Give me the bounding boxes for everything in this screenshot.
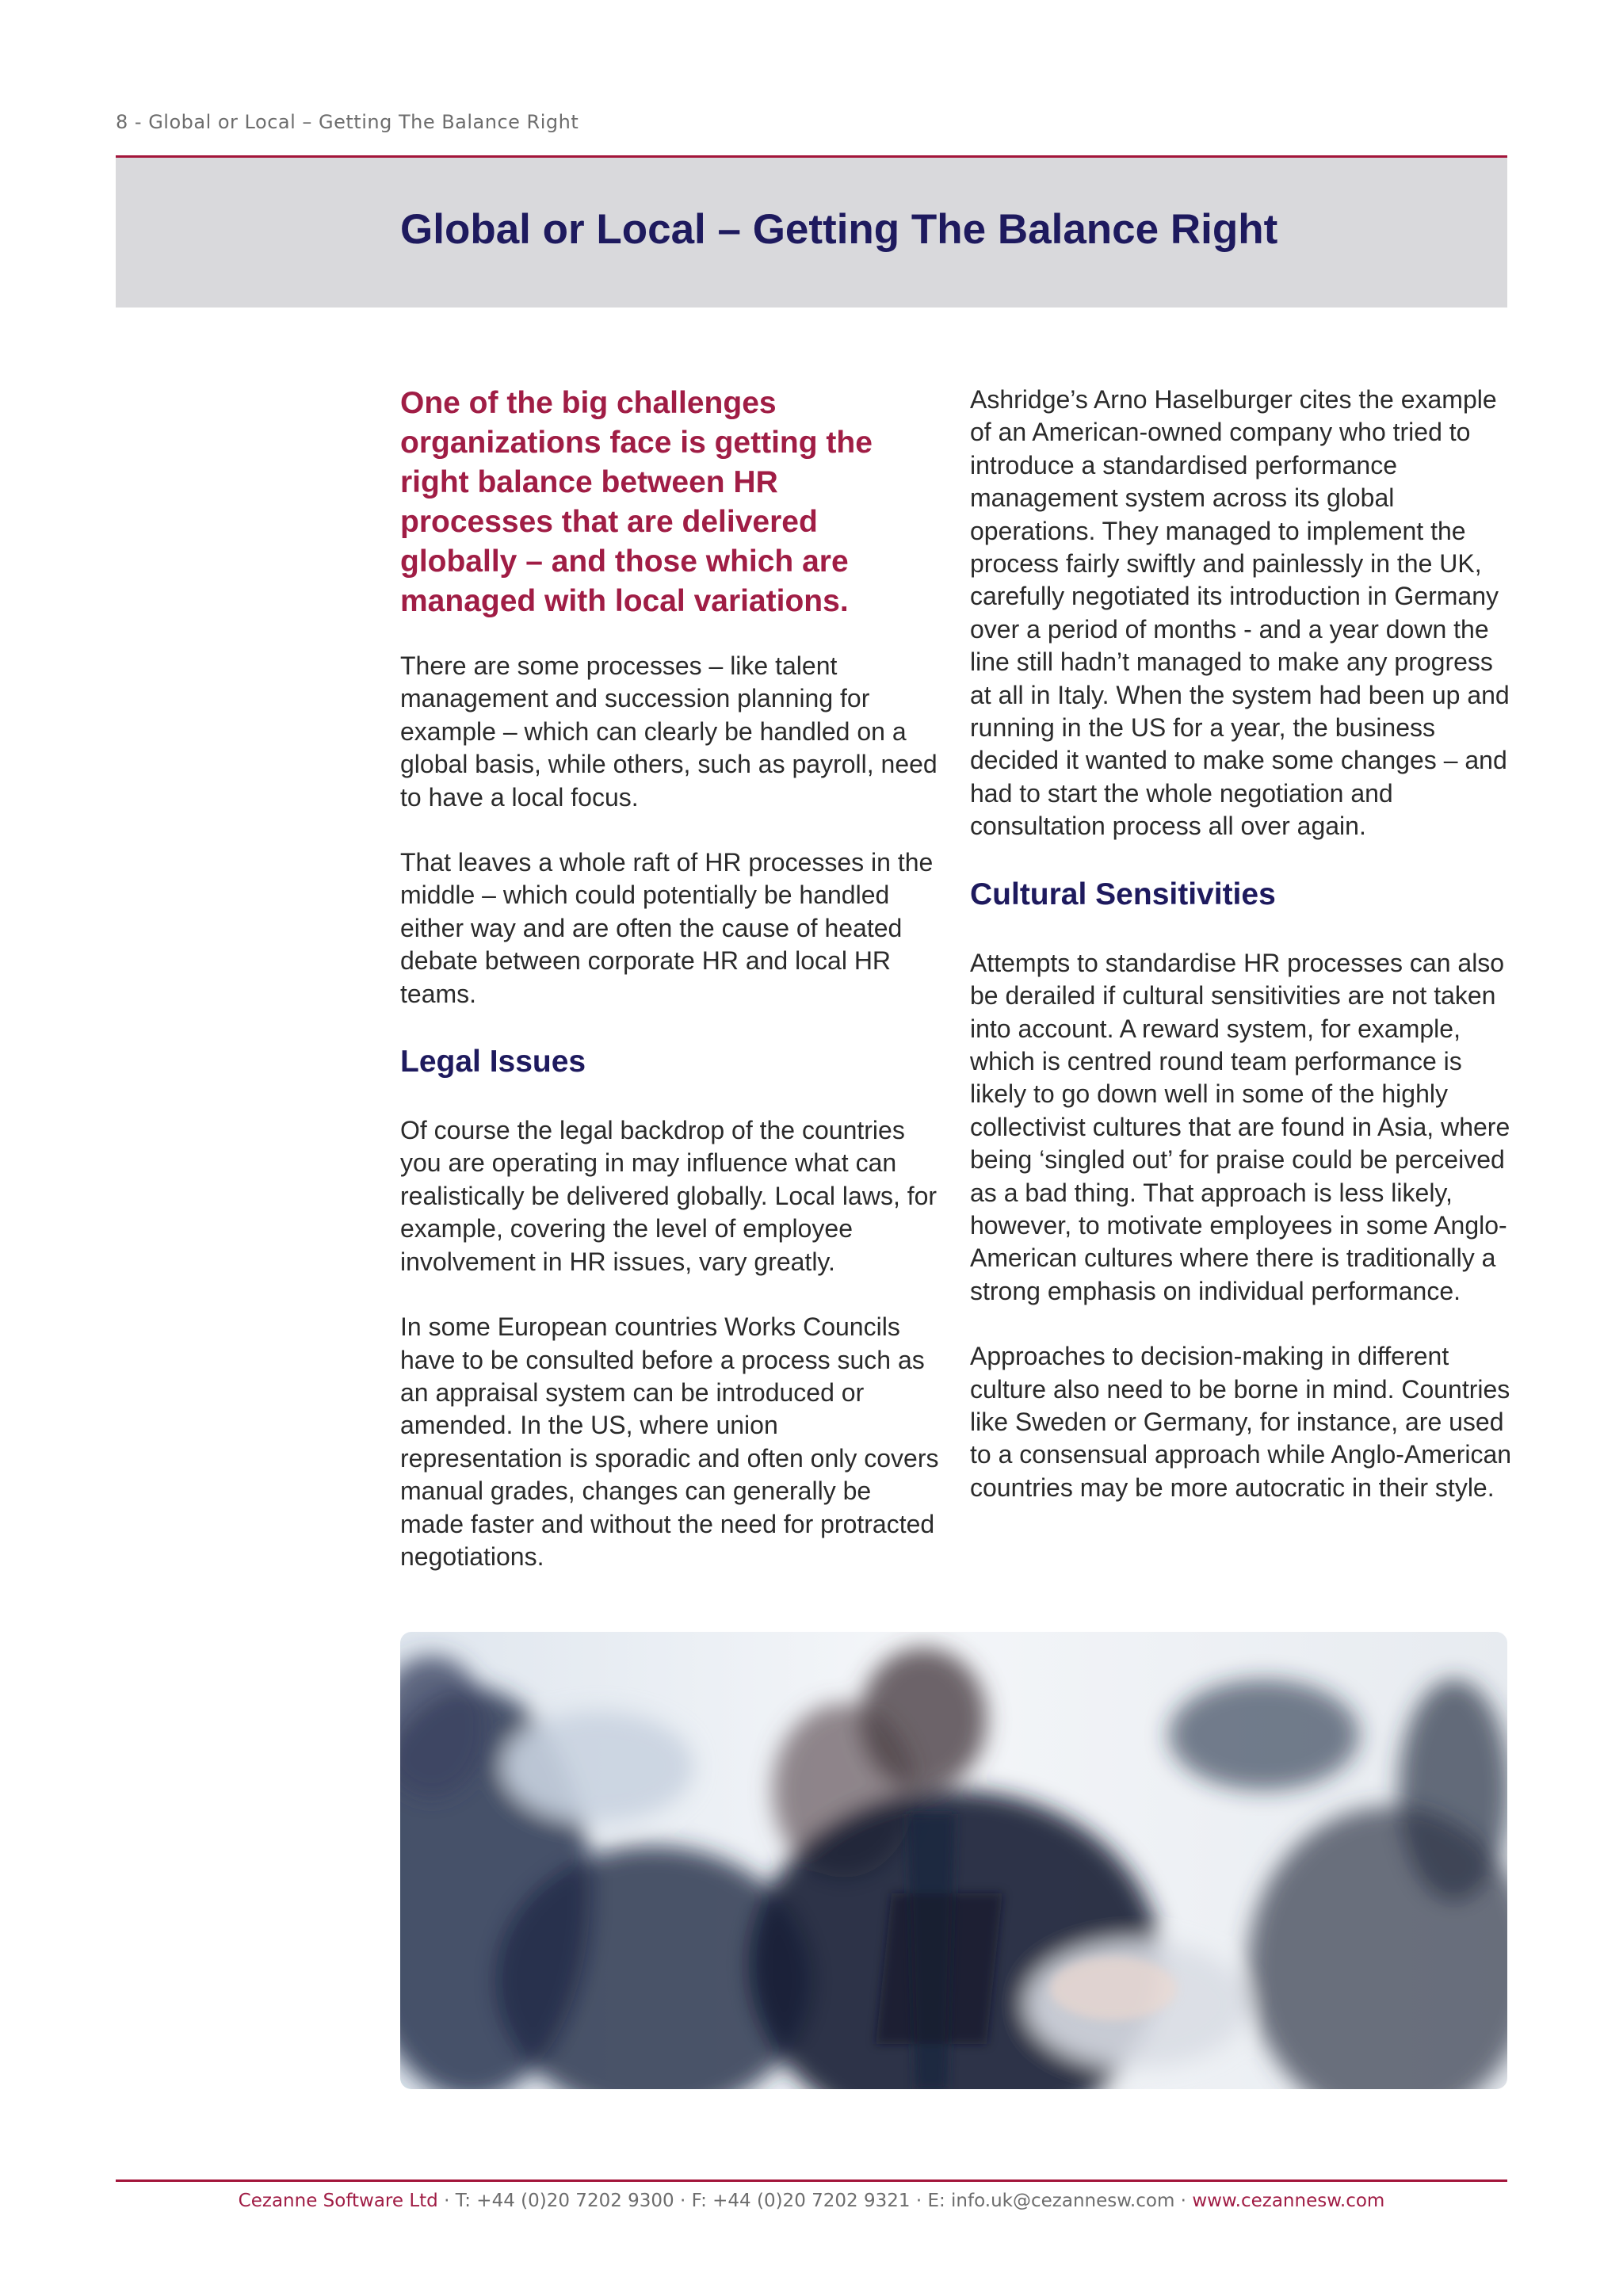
footer-email[interactable]: E: info.uk@cezannesw.com (927, 2191, 1175, 2211)
footer (0, 2191, 1623, 2211)
footer-separator: · (910, 2191, 928, 2211)
paragraph: In some European countries Works Councils have to be consulted before a process such as an appraisal system can be introduced or amended. In the US, where union representation is sporadic and often only covers manual grades, changes can generally be made faster and without the need for protracted negotiations. (400, 1312, 939, 1571)
footer-separator: · (1174, 2191, 1193, 2211)
business-meeting-photo (400, 1632, 1507, 2089)
paragraph: Attempts to standardise HR processes can also be derailed if cultural sensitivities are not taken into account. A reward system, for example, which is centred round team performance is likely to go down well in some of the highly collectivist cultures that are found in Asia, where being ‘singled out’ for praise could be perceived as a bad thing. That approach is less likely, however, to motivate employees in some Anglo-American cultures where there is traditionally a strong emphasis on individual performance. (970, 948, 1510, 1305)
footer-separator: · (674, 2191, 692, 2211)
running-head: 8 - Global or Local – Getting The Balance Right (116, 111, 579, 133)
paragraph: There are some processes – like talent management and succession planning for example – which can clearly be handled on a global basis, while others, such as payroll, need to have a local focus. (400, 651, 938, 812)
footer-phone: T: +44 (0)20 7202 9300 (455, 2191, 674, 2211)
paragraph: Of course the legal backdrop of the countries you are operating in may influence what can realistically be delivered globally. Local laws, for example, covering the level of employee involvement in HR issues, vary greatly. (400, 1116, 938, 1276)
paragraph: That leaves a whole raft of HR processes in the middle – which could potentially be handled either way and are often the cause of heated debate between corporate HR and local HR teams. (400, 848, 934, 1008)
title-band (116, 155, 1507, 308)
left-column (400, 384, 939, 1606)
footer-separator: · (437, 2191, 456, 2211)
footer-fax: F: +44 (0)20 7202 9321 (691, 2191, 911, 2211)
footer-company: Cezanne Software Ltd (238, 2191, 438, 2211)
section-heading-legal-issues: Legal Issues (400, 1045, 586, 1079)
page-title: Global or Local – Getting The Balance Right (400, 206, 1278, 253)
footer-website-link[interactable]: www.cezannesw.com (1192, 2191, 1385, 2211)
section-heading-cultural-sensitivities: Cultural Sensitivities (970, 877, 1276, 911)
right-column (970, 384, 1517, 1537)
lead-paragraph: One of the big challenges organizations face is getting the right balance between HR processes that are delivered globally – and those which are managed with local variations. (400, 386, 873, 618)
paragraph: Approaches to decision-making in different culture also need to be borne in mind. Countries like Sweden or Germany, for instance, are used to a consensual approach while Anglo-American countries may be more autocratic in their style. (970, 1342, 1512, 1502)
paragraph: Ashridge’s Arno Haselburger cites the example of an American-owned company who tried to introduce a standardised performance management system across its global operations. They managed to implement the process fairly swiftly and painlessly in the UK, carefully negotiated its introduction in Germany over a period of months - and a year down the line still hadn’t managed to make any progress at all in Italy. When the system had been up and running in the US for a year, the business decided it wanted to make some changes – and had to start the whole negotiation and consultation process all over again. (970, 385, 1510, 841)
footer-rule (116, 2179, 1507, 2182)
